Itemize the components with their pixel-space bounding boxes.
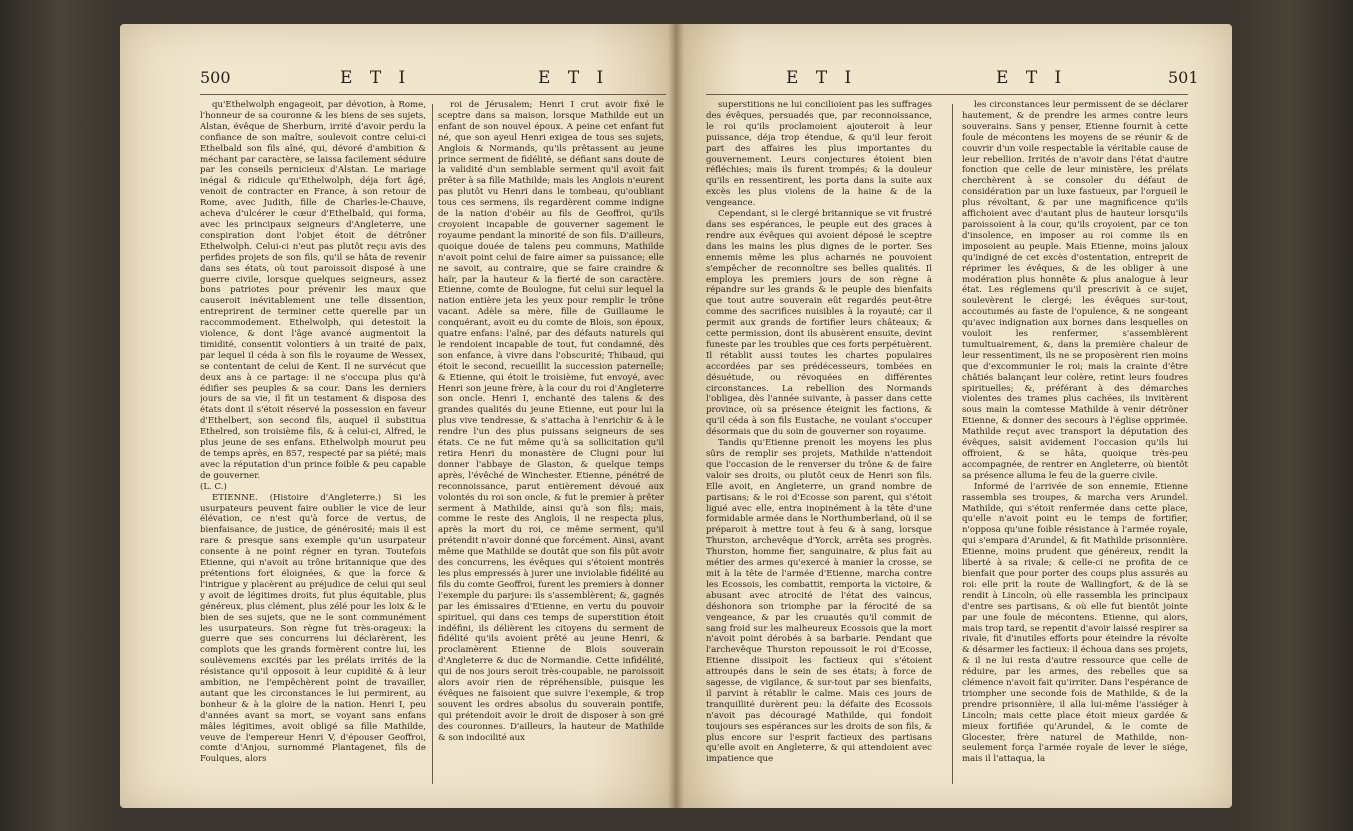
right-page	[676, 24, 1232, 808]
paragraph: les circonstances leur permissent de se déclarer hautement, & de prendre les armes contre leurs souverains. Sans y penser, Etienne fournit à cette foule de mécontens les moyens de se réunir & de couvrir d'un voile respectable la véritable cause de leur rebellion. Irrités de n'avoir dans l'état d'autre fonction que celle de leur ministère, les prélats cherchèrent à se consoler du défaut de considération par un luxe fastueux, par l'orgueil le plus révoltant, & par une magnificence qu'ils affichoient avec d'autant plus de hauteur lorsqu'ils paroissoient à la cour, qu'ils croyoient, par ce ton d'insolence, en imposer au roi comme ils en imposoient au peuple. Mais Etienne, moins jaloux qu'indigné de cet excès d'ostentation, entreprit de réprimer les évêques, & de les obliger à une modération plus honnête & plus analogue à leur état. Les réglemens qu'il prescrivit à ce sujet, soulevèrent le clergé; les évêques sur-tout, accoutumés au faste de l'opulence, & ne songeant qu'avec indignation aux bornes dans lesquelles on vouloit les renfermer, s'assemblèrent tumultuairement, &, dans la première chaleur de leur ressentiment, ils ne se proposèrent rien moins que d'excommunier le roi; mais la crainte d'être châtiés balançant leur colère, retint leurs foudres spirituelles; &, préférant à des démarches violentes des trames plus cachées, ils invitèrent sous main la comtesse Mathilde à venir détrôner Etienne, & donner des secours à l'église opprimée. Mathilde reçut avec transport la députation des évêques, saisit avidement l'occasion qu'ils lui offroient, & se hâta, quoique très-peu accompagnée, de rentrer en Angleterre, où bientôt sa présence alluma le feu de la guerre civile.	[962, 100, 1188, 481]
left-header-rule	[200, 94, 666, 95]
right-header-title-1: E T I	[786, 68, 858, 88]
left-header-title-2: E T I	[538, 68, 610, 88]
paragraph: Cependant, si le clergé britannique se vit frustré dans ses espérances, le peuple eut des graces à rendre aux évêques qui avoient déposé le sceptre dans les mains les plus dignes de le porter. Ses ennemis même les plus acharnés ne pouvoient s'empêcher de reconnoître ses belles qualités. Il employa les premiers jours de son règne à répandre sur les grands & le peuple des bienfaits que tout autre souverain eût regardés peut-être comme des sacrifices nuisibles à la royauté; car il permit aux grands de fortifier leurs châteaux; & cette permission, dont ils abusèrent ensuite, devint funeste par les troubles que ces forts perpétuèrent. Il rétablit aussi toutes les chartes populaires accordées par ses prédécesseurs, tombées en désuétude, ou révoquées en différentes circonstances. La rebellion des Normands l'obligea, dès l'année suivante, à passer dans cette province, où sa présence éteignit les factions, & qu'il céda à son fils Eustache, ne voulant s'occuper désormais que du soin de gouverner son royaume.	[706, 209, 932, 438]
right-column-1	[706, 100, 932, 792]
paragraph: Informé de l'arrivée de son ennemie, Etienne rassembla ses troupes, & marcha vers Arundel. Mathilde, qui s'étoit renfermée dans cette place, qu'elle n'avoit point eu le temps de fortifier, n'opposa qu'une foible résistance à l'armée royale, qui s'empara d'Arundel, & fit Mathilde prisonnière. Etienne, moins prudent que généreux, rendit la liberté à sa rivale; & celle-ci ne profita de ce bienfait que pour porter des coups plus assurés au roi: elle prit la route de Wallingfort, & de là se rendit à Lincoln, où elle rassembla les principaux d'entre ses partisans, & où elle fut bientôt jointe par une foule de mécontens. Etienne, qui alors, mais trop tard, se repentit d'avoir laissé respirer sa rivale, fit d'inutiles efforts pour éteindre la révolte & désarmer les factieux: il échoua dans ses projets, & il ne lui resta d'autre ressource que celle de réduire, par les armes, des rebelles que sa clémence n'avoit fait qu'irriter. Dans l'espérance de triompher une seconde fois de Mathilde, & de la prendre prisonnière, il alla lui-même l'assiéger à Lincoln; mais cette place étoit mieux gardée & mieux fortifiée qu'Arundel, & le comte de Glocester, frère naturel de Mathilde, non-seulement força l'armée royale de lever le siége, mais il l'attaqua, la	[962, 481, 1188, 765]
left-page	[120, 24, 676, 808]
right-header-title-2: E T I	[996, 68, 1068, 88]
right-page-number: 501	[1168, 68, 1199, 87]
left-page-number: 500	[200, 68, 231, 87]
left-column-divider	[432, 104, 433, 784]
paragraph: qu'Ethelwolph engageoit, par dévotion, à Rome, l'honneur de sa couronne & les biens de ses sujets, Alstan, évêque de Sherburn, irrité d'avoir perdu la confiance de son maître, soulevoit contre celui-ci Ethelbald son fils aîné, qui, dévoré d'ambition & méchant par caractère, se laissa facilement séduire par les conseils pernicieux d'Alstan. Le mariage inégal & ridicule qu'Ethelwolph, déja fort âgé, venoit de contracter en France, à son retour de Rome, avec Judith, fille de Charles-le-Chauve, acheva d'ulcérer le cœur d'Ethelbald, qui forma, avec les principaux seigneurs d'Angleterre, une conspiration dont l'objet étoit de détrôner Ethelwolph. Celui-ci n'eut pas plutôt reçu avis des perfides projets de son fils, qu'il se hâta de revenir dans ses états, où tout paroissoit disposé à une guerre civile, lorsque quelques seigneurs, assez bons patriotes pour prévenir les maux que causeroit inévitablement une telle dissention, entreprirent de terminer cette querelle par un raccommodement. Ethelwolph, qui detestoit la violence, & dont l'âge avancé augmentoit la timidité, consentit volontiers à un traité de paix, par lequel il céda à son fils le royaume de Wessex, se contentant de celui de Kent. Il ne survécut que deux ans à ce partage: il ne s'occupa plus qu'à édifier ses peuples & sa cour. Dans les derniers jours de sa vie, il fit un testament & disposa des états dont il s'étoit réservé la possession en faveur d'Ethelbert, son second fils, auquel il substitua Ethelred, son troisième fils, & à celui-ci, Alfred, le plus jeune de ses enfans. Ethelwolph mourut peu de temps après, en 857, respecté par sa piété; mais avec la réputation d'un prince foible & peu capable de gouverner.	[200, 100, 426, 481]
left-column-2	[438, 100, 664, 792]
right-column-2	[962, 100, 1188, 792]
right-header-rule	[706, 94, 1188, 95]
paragraph: roi de Jérusalem; Henri I crut avoir fixé le sceptre dans sa maison, lorsque Mathilde eut un enfant de son nouvel époux. A peine cet enfant fut né, que son ayeul Henri exigea de tous ses sujets, Anglois & Normands, qu'ils prêtassent au jeune prince serment de fidélité, se défiant sans doute de la validité d'un semblable serment qu'il avoit fait prêter à sa fille Mathilde; mais les Anglois n'eurent pas plutôt vu Henri dans le tombeau, qu'oubliant tous ces sermens, ils regardèrent comme indigne de la nation d'obéir au fils de Geoffroi, qu'ils croyoient incapable de gouverner sagement le royaume pendant la minorité de son fils. D'ailleurs, quoique douée de talens peu communs, Mathilde n'avoit point celui de faire aimer sa puissance; elle ne savoit, au contraire, que se faire craindre & haïr, par la hauteur & la fierté de son caractère. Etienne, comte de Boulogne, fut celui sur lequel la nation entière jeta les yeux pour remplir le trône vacant. Adèle sa mère, fille de Guillaume le conquérant, avoit eu du comte de Blois, son époux, quatre enfans: l'aîné, par des défauts naturels qui le rendoient incapable de tout, fut condamné, dès son enfance, à vivre dans l'obscurité; Thibaud, qui étoit le second, recueillit la succession paternelle; & Etienne, qui étoit le troisième, fut envoyé, avec Henri son jeune frère, à la cour du roi d'Angleterre son oncle. Henri I, enchanté des talens & des grandes qualités du jeune Etienne, eut pour lui la plus vive tendresse, & s'attacha à l'enrichir & à le rendre l'un des plus puissans seigneurs de ses états. Ce ne fut même qu'à sa sollicitation qu'il retira Henri du monastère de Clugni pour lui donner l'abbaye de Glaston, & quelque temps après, l'évêché de Winchester. Etienne, pénétré de reconnoissance, parut entièrement dévoué aux volontés du roi son oncle, & fut le premier à prêter serment à Mathilde, ainsi qu'à son fils; mais, comme le reste des Anglois, il ne respecta plus, après la mort du roi, ce même serment, qu'il prétendit n'avoir donné que forcément. Ainsi, avant même que Mathilde se doutât que son fils pût avoir des concurrens, les évêques qui s'étoient montrés les plus empressés à jurer une inviolable fidélité au fils du comte Geoffroi, furent les premiers à donner l'exemple du parjure: ils s'assemblèrent; &, gagnés par les émissaires d'Etienne, en vertu du pouvoir spirituel, qui dans ces temps de superstition étoit indéfini, ils délièrent les citoyens du serment de fidélité qu'ils avoient prêté au jeune Henri, & proclamèrent Etienne de Blois souverain d'Angleterre & duc de Normandie. Cette infidélité, qui de nos jours seroit très-coupable, ne paroissoit alors avoir rien de répréhensible, puisque les évêques ne faisoient que suivre l'exemple, & trop souvent les ordres absolus du souverain pontife, qui prétendoit avoir le droit de disposer à son gré des couronnes. D'ailleurs, la hauteur de Mathilde & son indocilité aux	[438, 100, 664, 743]
paragraph: ETIENNE. (Histoire d'Angleterre.) Si les usurpateurs peuvent faire oublier le vice de leur élévation, ce n'est qu'à force de vertus, de bienfaisance, de justice, de générosité; mais il est rare & presque sans exemple qu'un usurpateur consente à ne point régner en tyran. Toutefois Etienne, qui n'avoit au trône britannique que des prétentions fort éloignées, & que la force & l'intrigue y placèrent au préjudice de celui qui seul y avoit de légitimes droits, fut plus équitable, plus généreux, plus clément, plus zélé pour les loix & le bien de ses sujets, que ne le sont communément les usurpateurs. Son règne fut très-orageux: la guerre que ses concurrens lui déclarèrent, les complots que les grands formèrent contre lui, les soulèvemens excités par les prélats irrités de la résistance qu'il opposoit à leur cupidité & à leur ambition, ne l'empêchèrent point de travailler, autant que les circonstances le lui permirent, au bonheur & à la gloire de la nation. Henri I, peu d'années avant sa mort, se voyant sans enfans mâles légitimes, avoit obligé sa fille Mathilde, veuve de l'empereur Henri V, d'épouser Geoffroi, comte d'Anjou, surnommé Plantagenet, fils de Foulques, alors	[200, 492, 426, 765]
left-header-title-1: E T I	[340, 68, 412, 88]
right-page-header	[676, 68, 1232, 94]
book-gutter	[668, 24, 684, 808]
paragraph: superstitions ne lui concilioient pas les suffrages des évêques, persuadés que, par reconnoissance, le roi qu'ils proclamoient ajouteroit à leur puissance, déja trop étendue, & qu'il leur feroit part des affaires les plus importantes du gouvernement. Leurs conjectures étoient bien réfléchies; mais ils furent trompés; & la douleur qu'ils en ressentirent, les porta dans la suite aux excès les plus violens de la haine & de la vengeance.	[706, 100, 932, 209]
left-column-1	[200, 100, 426, 792]
attribution: (L. C.)	[200, 481, 227, 492]
right-column-divider	[952, 104, 953, 784]
left-page-header	[120, 68, 676, 94]
paragraph: Tandis qu'Etienne prenoit les moyens les plus sûrs de remplir ses projets, Mathilde n'attendoit que l'occasion de le renverser du trône & de faire valoir ses droits, ou plutôt ceux de Henri son fils. Elle avoit, en Angleterre, un grand nombre de partisans; & le roi d'Ecosse son parent, qui s'étoit ligué avec elle, entra inopinément à la tête d'une formidable armée dans le Northumberland, où il se préparoit à mettre tout à feu & à sang, lorsque Thurston, archevêque d'Yorck, arrêta ses progrès. Thurston, homme fier, sanguinaire, & plus fait au métier des armes qu'exercé à manier la crosse, se mit à la tête de l'armée d'Etienne, marcha contre les Ecossois, les combattit, remporta la victoire, & abusant avec atrocité de l'état des vaincus, déshonora son triomphe par la férocité de sa vengeance, & par les cruautés qu'il commit de sang froid sur les malheureux Ecossois que la mort n'avoit point dérobés à sa barbarie. Pendant que l'archevêque Thurston repoussoit le roi d'Ecosse, Etienne dissipoit les factieux qui s'étoient attroupés dans le sein de ses états; à force de sagesse, de vigilance, & sur-tout par ses bienfaits, il parvint à rétablir le calme. Mais ces jours de tranquillité durèrent peu: la défaite des Ecossois n'avoit pas découragé Mathilde, qui fondoit toujours ses espérances sur les droits de son fils, & plus encore sur l'esprit factieux des partisans qu'elle avoit en Angleterre, & qui attendoient avec impatience que	[706, 438, 932, 765]
